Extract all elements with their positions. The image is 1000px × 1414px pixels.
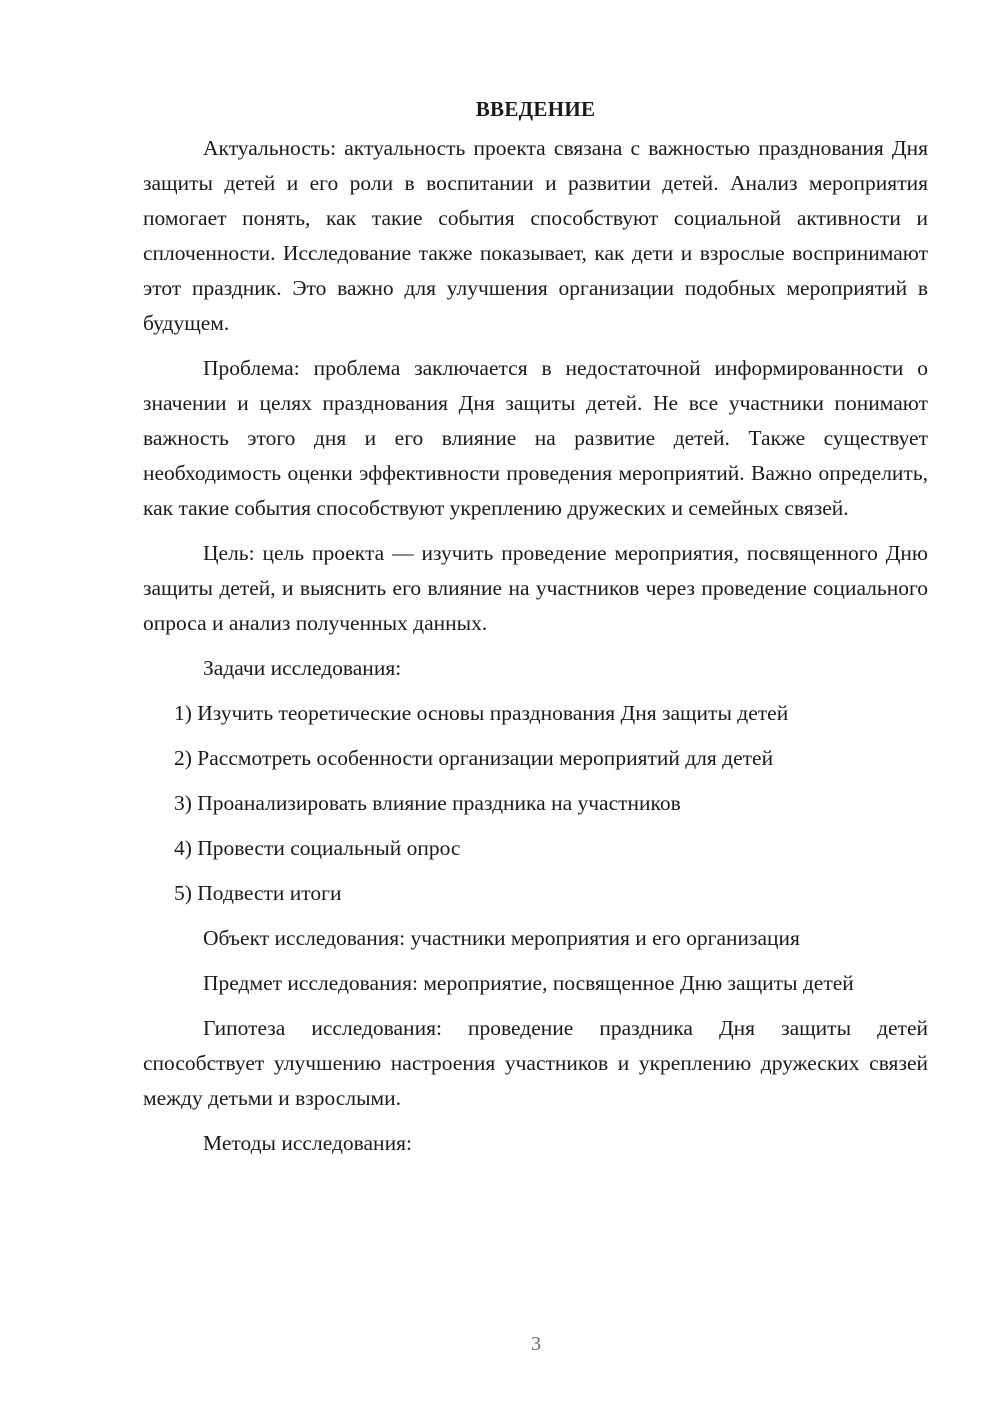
relevance-paragraph: Актуальность: актуальность проекта связана с важностью празднования Дня защиты детей и его роли в воспитании и развитии детей. Анализ мероприятия помогает понять, как такие события способствуют социальной активности и сплоченности. Исследование также показывает, как дети и взрослые воспринимают этот праздник. Это важно для улучшения организации подобных мероприятий в будущем.: [143, 136, 928, 335]
section-title: ВВЕДЕНИЕ: [475, 97, 596, 121]
document-page: [143, 92, 928, 1171]
task-item: 3) Проанализировать влияние праздника на участников: [174, 791, 681, 815]
problem-paragraph: Проблема: проблема заключается в недостаточной информированности о значении и целях празднования Дня защиты детей. Не все участники понимают важность этого дня и его влияние на развитие детей. Также существует необходимость оценки эффективности проведения мероприятий. Важно определить, как такие события способствуют укреплению дружеских и семейных связей.: [143, 356, 928, 520]
tasks-list: [143, 696, 928, 911]
task-item: 2) Рассмотреть особенности организации мероприятий для детей: [174, 746, 774, 770]
page-number: 3: [531, 1333, 541, 1355]
tasks-heading: Задачи исследования:: [203, 656, 402, 680]
task-item: 5) Подвести итоги: [174, 881, 342, 905]
subject-paragraph: Предмет исследования: мероприятие, посвященное Дню защиты детей: [203, 971, 854, 995]
goal-paragraph: Цель: цель проекта — изучить проведение мероприятия, посвященного Дню защиты детей, и выяснить его влияние на участников через проведение социального опроса и анализ полученных данных.: [143, 541, 928, 635]
task-item: 4) Провести социальный опрос: [174, 836, 461, 860]
hypothesis-paragraph: Гипотеза исследования: проведение праздника Дня защиты детей способствует улучшению настроения участников и укреплению дружеских связей между детьми и взрослыми.: [143, 1016, 928, 1110]
methods-heading: Методы исследования:: [203, 1131, 412, 1155]
object-paragraph: Объект исследования: участники мероприятия и его организация: [203, 926, 800, 950]
task-item: 1) Изучить теоретические основы празднования Дня защиты детей: [174, 701, 789, 725]
